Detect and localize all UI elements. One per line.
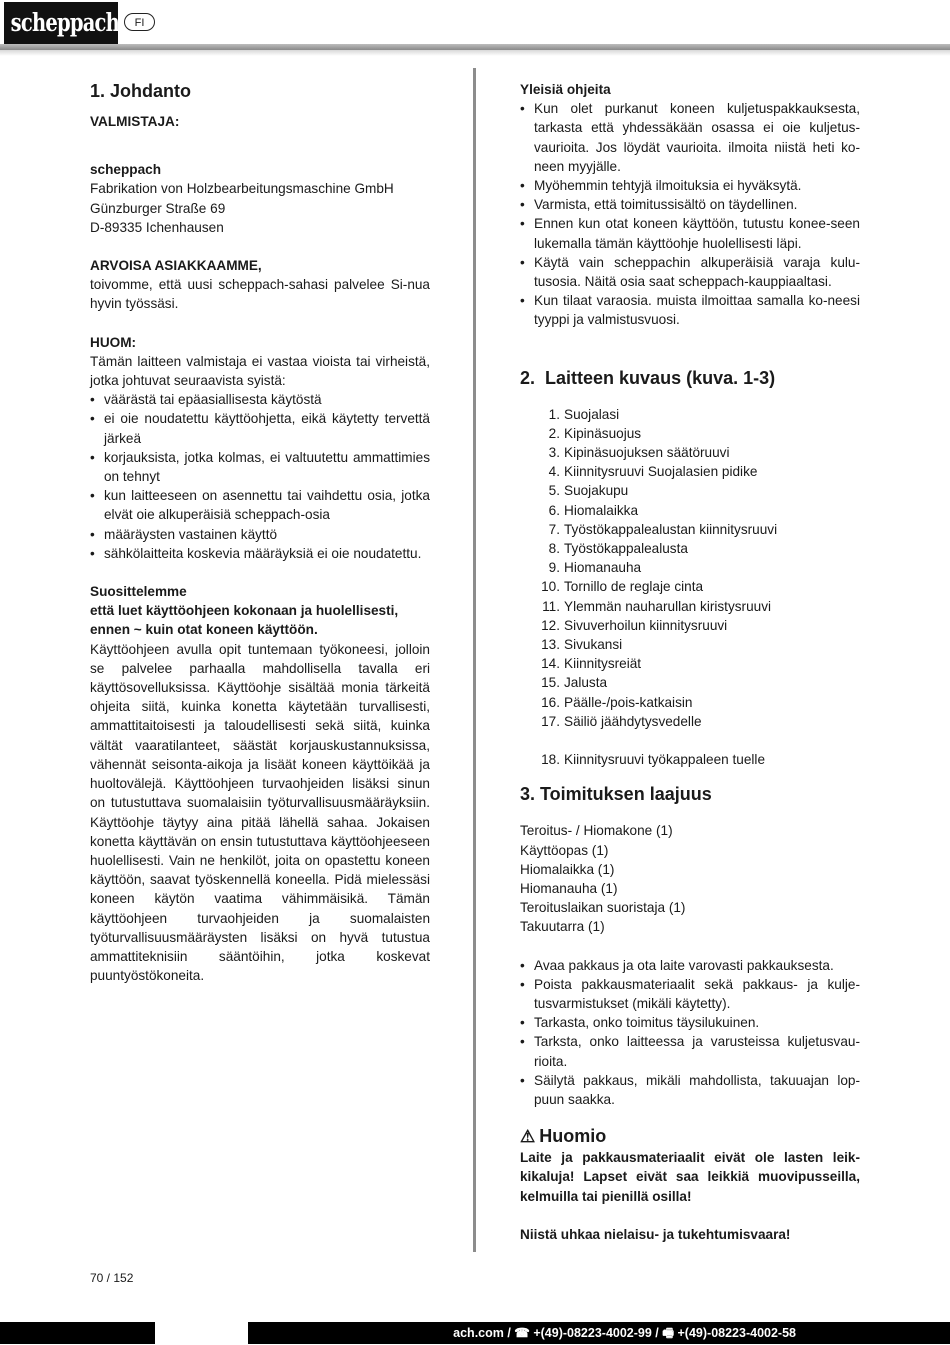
list-item <box>520 577 860 596</box>
item-text: Työstökappalealustan kiinnitysruuvi <box>564 521 778 537</box>
item-number: 17. <box>541 713 560 729</box>
logo-text: scheppach <box>10 8 120 37</box>
item-number: 3. <box>548 445 560 461</box>
list-item <box>520 405 860 424</box>
item-number: 15. <box>541 675 560 691</box>
footer-gap <box>155 1322 248 1344</box>
page-number: 70 / 152 <box>90 1271 134 1285</box>
item-number: 10. <box>541 579 560 595</box>
general-heading: Yleisiä ohjeita <box>520 82 611 97</box>
delivery-item: Käyttöopas (1) <box>520 842 609 858</box>
column-divider <box>473 68 476 1252</box>
item-text: Ylemmän nauharullan kiristysruuvi <box>564 598 772 614</box>
list-item <box>520 481 860 500</box>
list-item: • Kun tilaat varaosia. muista ilmoittaa samalla ko-neesi tyyppi ja valmistusvuosi. <box>520 291 860 329</box>
list-item: • määräysten vastainen käyttö <box>90 525 430 544</box>
list-item: • Tarkasta, onko toimitus täysilukuinen. <box>520 1013 860 1032</box>
address-line: Fabrikation von Holzbearbeitungsmaschine GmbH <box>90 181 394 197</box>
warning-text: Laite ja pakkausmateriaalit eivät ole lasten leik-kikaluja! Lapset eivät saa leikkiä muovipusseilla, kelmuilla tai pienillä osilla! <box>520 1150 860 1204</box>
note-heading: HUOM: <box>90 334 137 350</box>
right-column <box>520 80 860 1244</box>
item-number: 16. <box>541 694 560 710</box>
item-text: Säiliö jäähdytysvedelle <box>564 713 702 729</box>
list-item <box>520 462 860 481</box>
item-text: Kiinnitysreiät <box>564 656 642 672</box>
manufacturer-heading: VALMISTAJA: <box>90 114 180 129</box>
section2-number: 2. <box>520 367 536 388</box>
list-item <box>520 616 860 635</box>
list-item <box>520 635 860 654</box>
list-item: • korjauksista, jotka kolmas, ei valtuutettu ammattimies on tehnyt <box>90 448 430 486</box>
section2-title-text: Laitteen kuvaus (kuva. 1-3) <box>545 367 776 388</box>
item-text: Jalusta <box>564 675 608 691</box>
item-text: Päälle-/pois-katkaisin <box>564 694 693 710</box>
general-list <box>520 99 860 329</box>
item-number: 8. <box>548 541 560 557</box>
list-item <box>520 520 860 539</box>
footer-contact: ach.com / ☎ +(49)-08223-4002-99 / 🖷 +(49)-08223-4002-58 <box>453 1326 796 1340</box>
list-item: • Säilytä pakkaus, mikäli mahdollista, takuuajan lop-puun saakka. <box>520 1071 860 1109</box>
list-item: • väärästä tai epäasiallisesta käytöstä <box>90 390 430 409</box>
language-badge: FI <box>124 13 155 31</box>
item-number: 7. <box>548 521 560 537</box>
item-number: 4. <box>548 464 560 480</box>
list-item <box>520 501 860 520</box>
item-number: 9. <box>548 560 560 576</box>
item-text: Tornillo de reglaje cinta <box>564 579 704 595</box>
list-item <box>520 558 860 577</box>
section2-title <box>520 367 860 389</box>
company-name: scheppach <box>90 162 162 178</box>
item-number: 14. <box>541 656 560 672</box>
list-item <box>520 443 860 462</box>
item-text: Suojakupu <box>564 483 629 499</box>
item-number: 12. <box>541 617 560 633</box>
item-text: Sivukansi <box>564 637 623 653</box>
item-text: Hiomanauha <box>564 560 642 576</box>
customer-text: toivomme, että uusi scheppach-sahasi palvelee Si-nua hyvin työssäsi. <box>90 277 430 312</box>
item-text: Kiinnitysruuvi työkappaleen tuelle <box>564 752 766 768</box>
item-text: Sivuverhoilun kiinnitysruuvi <box>564 617 728 633</box>
customer-heading: ARVOISA ASIAKKAAMME, <box>90 258 262 274</box>
list-item <box>520 539 860 558</box>
list-item: • Käytä vain scheppachin alkuperäisiä varaja kulu-tusosia. Näitä osia saat scheppach-kauppiaaltasi. <box>520 253 860 291</box>
recommend-bold: että luet käyttöohjeen kokonaan ja huolellisesti, ennen ~ kuin otat koneen käyttöön. <box>90 603 399 638</box>
unpack-list <box>520 956 860 1110</box>
list-item: • Tarksta, onko laitteessa ja varusteissa kuljetusvau-rioita. <box>520 1032 860 1070</box>
page-header <box>0 0 950 50</box>
warning-title <box>520 1125 860 1148</box>
section3-title: 3. Toimituksen laajuus <box>520 784 712 805</box>
note-list <box>90 390 430 563</box>
recommend-heading: Suosittelemme <box>90 584 187 600</box>
item-number: 6. <box>548 502 560 518</box>
list-item <box>520 597 860 616</box>
item-text: Kipinäsuojuksen säätöruuvi <box>564 445 730 461</box>
list-item <box>520 712 860 731</box>
list-item: • Poista pakkausmateriaalit sekä pakkaus- ja kulje-tusvarmistukset (mikäli käytetty). <box>520 975 860 1013</box>
list-item: • Varmista, että toimitussisältö on täydellinen. <box>520 195 860 214</box>
item-text: Hiomalaikka <box>564 502 639 518</box>
warning-final: Niistä uhkaa nielaisu- ja tukehtumisvaara! <box>520 1226 791 1242</box>
header-shadow <box>0 50 950 56</box>
list-item <box>520 424 860 443</box>
warning-title-text: Huomio <box>539 1126 607 1147</box>
item-text: Suojalasi <box>564 406 620 422</box>
item-number: 18. <box>541 752 560 768</box>
item-text: Työstökappalealusta <box>564 541 688 557</box>
item-number: 11. <box>542 598 560 614</box>
address-line: D-89335 Ichenhausen <box>90 219 224 235</box>
list-item <box>520 693 860 712</box>
list-item: • Kun olet purkanut koneen kuljetuspakkauksesta, tarkasta että yhdessäkään osassa ei oie kuljetus-vaurioita. Jos löydät vaurioita. ilmoita niistä heti ko-neen myyjälle. <box>520 99 860 176</box>
item-number: 5. <box>548 483 560 499</box>
note-text: Tämän laitteen valmistaja ei vastaa vioista tai virheistä, jotka johtuvat seuraavista syistä: <box>90 353 430 389</box>
item-number: 13. <box>541 637 560 653</box>
delivery-item: Takuutarra (1) <box>520 919 605 935</box>
list-item <box>520 673 860 692</box>
list-item: • ei oie noudatettu käyttöohjetta, eikä käytetty tervettä järkeä <box>90 409 430 447</box>
list-item <box>520 654 860 673</box>
list-item <box>520 750 860 769</box>
list-item: • sähkölaitteita koskevia määräyksiä ei oie noudatettu. <box>90 544 430 563</box>
list-item: • Myöhemmin tehtyjä ilmoituksia ei hyväksytä. <box>520 176 860 195</box>
delivery-item: Hiomanauha (1) <box>520 880 618 896</box>
item-number: 2. <box>548 425 560 441</box>
item-text: Kipinäsuojus <box>564 425 642 441</box>
item-text: Kiinnitysruuvi Suojalasien pidike <box>564 464 758 480</box>
delivery-item: Teroituslaikan suoristaja (1) <box>520 900 686 916</box>
item-number: 1. <box>548 406 560 422</box>
recommend-text: Käyttöohjeen avulla opit tuntemaan työkoneesi, jolloin se palvelee parhaalla mahdollisella tavalla eri käyttösovelluksissa. Käyttöohje sisältää monia tärkeitä ohjeita siitä, kuinka konetta käytetään turvallisesti, ammattitaitoisesti ja taloudellisesti sekä siitä, kuinka vältät vaaratilanteet, säästät korjauskustannuksissa, vähennät seisonta-aikoja ja lisäät koneen käyttöikää ja huoltovälejä. Käyttöohjeen turvaohjeiden lisäksi sinun on tutustuttava suomalaisiin työturvallisuusmääräyksiin. Käyttöohje täytyy aina pitää lähellä sahaa. Jokaisen konetta käyttävän on ensin tutustuttava käyttöohjeeseen huolellisesti. Vain ne henkilöt, joita on opastettu koneen käyttöön, saavat työskennellä koneella. Pidä mielessäsi koneen käytön vaatima vähimmäisikä. Tämän käyttöohjeen turvaohjeiden ja suomalaisten työturvallisuusmääräysten lisäksi on hyvä tutustua ammattiteknisiin sääntöihin, jotka koskevat puuntyöstökoneita. <box>90 641 430 984</box>
warning-icon: ⚠ <box>520 1127 536 1147</box>
section1-title: 1. Johdanto <box>90 81 192 101</box>
list-item: • kun laitteeseen on asennettu tai vaihdettu osia, jotka elvät oie alkuperäisiä scheppach-osia <box>90 486 430 524</box>
delivery-item: Hiomalaikka (1) <box>520 861 615 877</box>
address-line: Günzburger Straße 69 <box>90 200 226 216</box>
list-item: • Ennen kun otat koneen käyttöön, tutustu konee-seen lukemalla tämän käyttöohje huolellisesti läpi. <box>520 214 860 252</box>
delivery-item: Teroitus- / Hiomakone (1) <box>520 823 673 839</box>
list-item: • Avaa pakkaus ja ota laite varovasti pakkauksesta. <box>520 956 860 975</box>
scheppach-logo <box>4 2 118 44</box>
parts-list <box>520 405 860 770</box>
left-column <box>90 80 430 985</box>
